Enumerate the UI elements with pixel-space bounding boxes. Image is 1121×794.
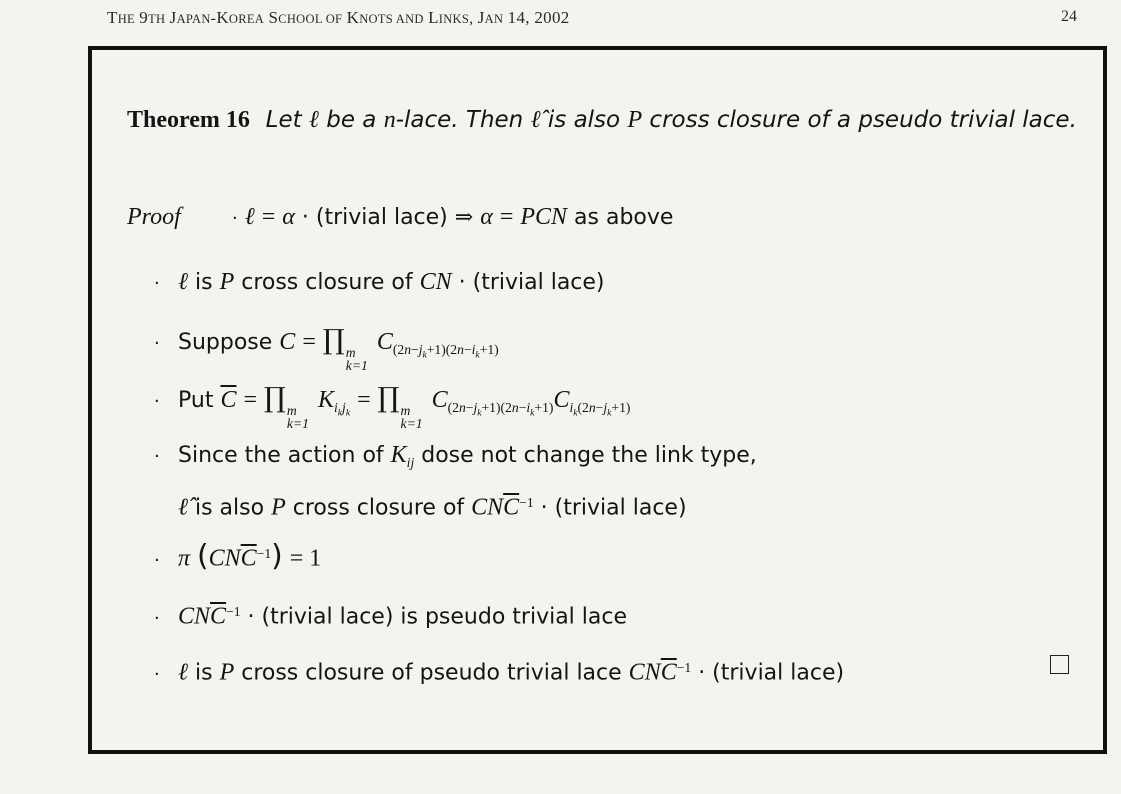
- qed-box-icon: [1050, 655, 1069, 674]
- theorem-statement: [127, 98, 1077, 142]
- event-title: THE 9TH JAPAN-KOREA SCHOOL OF KNOTS AND LINKS, JAN 14, 2002: [107, 8, 570, 27]
- slide-frame: [88, 46, 1107, 754]
- page-number: 24: [1061, 8, 1077, 25]
- theorem-body: Let ℓ be a n-lace. Then ℓ̂ is also P cross closure of a pseudo trivial lace.: [265, 107, 1077, 133]
- proof-step-2: · Suppose C = ∏ m k=1 $C_{(2n-j_k+1)(2n-i_k+1)}$: [154, 324, 499, 374]
- proof-label: Proof: [127, 204, 181, 230]
- running-header: [107, 8, 570, 28]
- proof-step-3: · Put $\overline{C}$ = ∏ m k=1 $K_{i_kj_k}$ = ∏ m k=1 $C_{(2n-j_k+1)(2n-i_k+1)}C_{i_k(2n-j_k+1)}$: [154, 382, 631, 432]
- proof-line: [127, 204, 673, 231]
- proof-step-4: · Since the action of $K_{ij}$ dose not change the link type, ℓ̂ is also P cross closure of $CN\overline{C}^{-1}$ · (trivial lace): [154, 442, 757, 521]
- proof-step-6: · $CN\overline{C}^{-1}$ · (trivial lace) is pseudo trivial lace: [154, 603, 628, 630]
- proof-step-1: · ℓ is P cross closure of CN · (trivial lace): [154, 269, 605, 295]
- proof-step-5: · π $(CN\overline{C}^{-1}) = 1$: [154, 538, 322, 574]
- proof-step-7: · ℓ is P cross closure of pseudo trivial lace $CN\overline{C}^{-1}$ · (trivial lace): [154, 659, 845, 686]
- proof-first-step: · ℓ = α · (trivial lace) ⇒ α = PCN as above: [232, 204, 674, 230]
- theorem-label: Theorem 16: [127, 107, 250, 133]
